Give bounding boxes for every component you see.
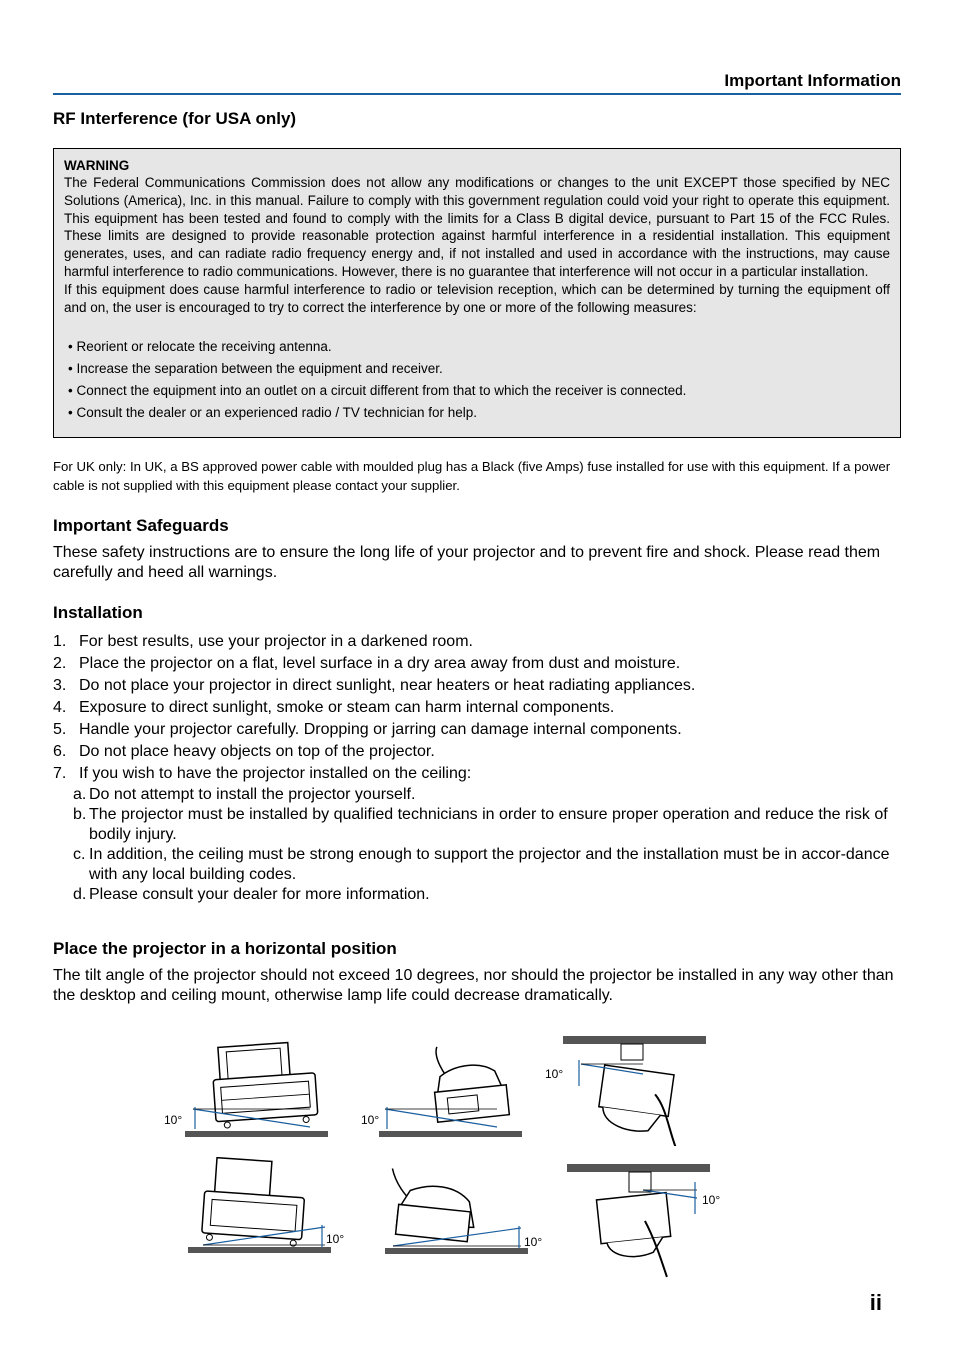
item-number: 2. [53, 655, 67, 672]
item-number: 3. [53, 677, 67, 694]
horizontal-text: The tilt angle of the projector should not exceed 10 degrees, nor should the projector be installed in any way other than the desktop and ceiling mount, otherwise lamp life could decrease dramatically. [53, 967, 894, 1004]
warning-paragraph-1: The Federal Communications Commission does not allow any modifications or changes to the unit EXCEPT those specified by NEC Solutions (America), Inc. in this manual. Failure to comply with this government regulation could void your right to operate this equipment. This equipment has been tested and found to comply with the limits for a Class B digital device, pursuant to Part 15 of the FCC Rules. These limits are designed to provide reasonable protection against harmful interference in a residential installation. This equipment generates, uses, and can radiate radio frequency energy and, if not installed and used in accordance with the instructions, may cause harmful interference to radio communications. However, there is no guarantee that interference will not occur in a particular installation. [64, 175, 890, 279]
angle-label: 10° [164, 1113, 183, 1127]
table-surface [385, 1248, 528, 1254]
sub-item-text: In addition, the ceiling must be strong enough to support the projector and the installation must be in accor-dance with any local building codes. [89, 846, 890, 883]
angle-label: 10° [524, 1235, 543, 1249]
projector-tilt-figure-3 [543, 1034, 713, 1146]
installation-list [53, 631, 903, 905]
installation-title: Installation [53, 603, 143, 622]
warning-box [53, 148, 901, 438]
item-text: Do not place heavy objects on top of the projector. [79, 743, 435, 760]
sub-item-letter: a. [73, 786, 87, 803]
projector-tilt-figure-4 [183, 1157, 358, 1260]
sub-item [73, 885, 903, 905]
item-number: 1. [53, 633, 67, 650]
list-item [53, 741, 903, 763]
ceiling-surface [567, 1164, 710, 1172]
list-item [53, 631, 903, 653]
page-number: ii [869, 1290, 882, 1315]
item-text: Exposure to direct sunlight, smoke or steam can harm internal components. [79, 699, 615, 716]
sub-item-text: The projector must be installed by qualified technicians in order to ensure proper operation and reduce the risk of bodily injury. [89, 806, 888, 843]
horizontal-title: Place the projector in a horizontal position [53, 939, 397, 958]
item-number: 5. [53, 721, 67, 738]
list-item [53, 719, 903, 741]
sub-item [73, 805, 903, 845]
warning-paragraph-2: If this equipment does cause harmful interference to radio or television reception, which can be determined by turning the equipment off and on, the user is encouraged to try to correct the interference by one or more of the following measures: [64, 281, 890, 315]
item-text: Do not place your projector in direct sunlight, near heaters or heat radiating appliances. [79, 677, 696, 694]
item-text: Place the projector on a flat, level surface in a dry area away from dust and moisture. [79, 655, 681, 672]
projector-tilt-figure-6 [565, 1162, 735, 1284]
angle-label: 10° [326, 1232, 345, 1246]
ceiling-surface [563, 1036, 706, 1044]
header-title: Important Information [724, 71, 901, 90]
projector-tilt-figure-2 [357, 1035, 527, 1145]
sub-item-text: Please consult your dealer for more information. [89, 886, 430, 903]
sub-item-letter: c. [73, 846, 86, 863]
item-text: Handle your projector carefully. Dropping or jarring can damage internal components. [79, 721, 682, 738]
projector-tilt-figure-1 [160, 1035, 335, 1145]
table-surface [185, 1131, 328, 1137]
sub-item [73, 845, 903, 885]
list-item [53, 763, 903, 905]
warning-bullet: • Connect the equipment into an outlet on a circuit different from that to which the receiver is connected. [64, 380, 890, 402]
table-surface [188, 1247, 331, 1253]
header-rule [53, 93, 901, 95]
sub-item-letter: d. [73, 886, 87, 903]
item-text: If you wish to have the projector installed on the ceiling: [79, 765, 472, 782]
table-surface [379, 1131, 522, 1137]
list-item [53, 675, 903, 697]
list-item [53, 697, 903, 719]
angle-label: 10° [702, 1193, 721, 1207]
warning-bullet: • Consult the dealer or an experienced radio / TV technician for help. [64, 402, 890, 424]
item-number: 6. [53, 743, 67, 760]
warning-bullet: • Increase the separation between the equipment and receiver. [64, 358, 890, 380]
list-item [53, 653, 903, 675]
safeguards-title: Important Safeguards [53, 516, 229, 535]
ceiling-sublist [73, 785, 903, 905]
sub-item-text: Do not attempt to install the projector yourself. [89, 786, 416, 803]
angle-label: 10° [361, 1113, 380, 1127]
sub-item [73, 785, 903, 805]
warning-bullet-list [64, 336, 890, 424]
item-number: 7. [53, 765, 67, 782]
item-number: 4. [53, 699, 67, 716]
angle-label: 10° [545, 1067, 564, 1081]
warning-title: WARNING [64, 158, 130, 173]
safeguards-text: These safety instructions are to ensure the long life of your projector and to prevent fire and shock. Please read them carefully and heed all warnings. [53, 544, 881, 581]
uk-note: For UK only: In UK, a BS approved power cable with moulded plug has a Black (five Amps) fuse installed for use with this equipment. If a power cable is not supplied with this equipment please contact your supplier. [53, 459, 891, 493]
sub-item-letter: b. [73, 806, 87, 823]
projector-tilt-figure-5 [383, 1168, 558, 1260]
rf-title: RF Interference (for USA only) [53, 109, 297, 128]
warning-bullet: • Reorient or relocate the receiving antenna. [64, 336, 890, 358]
item-text: For best results, use your projector in a darkened room. [79, 633, 473, 650]
